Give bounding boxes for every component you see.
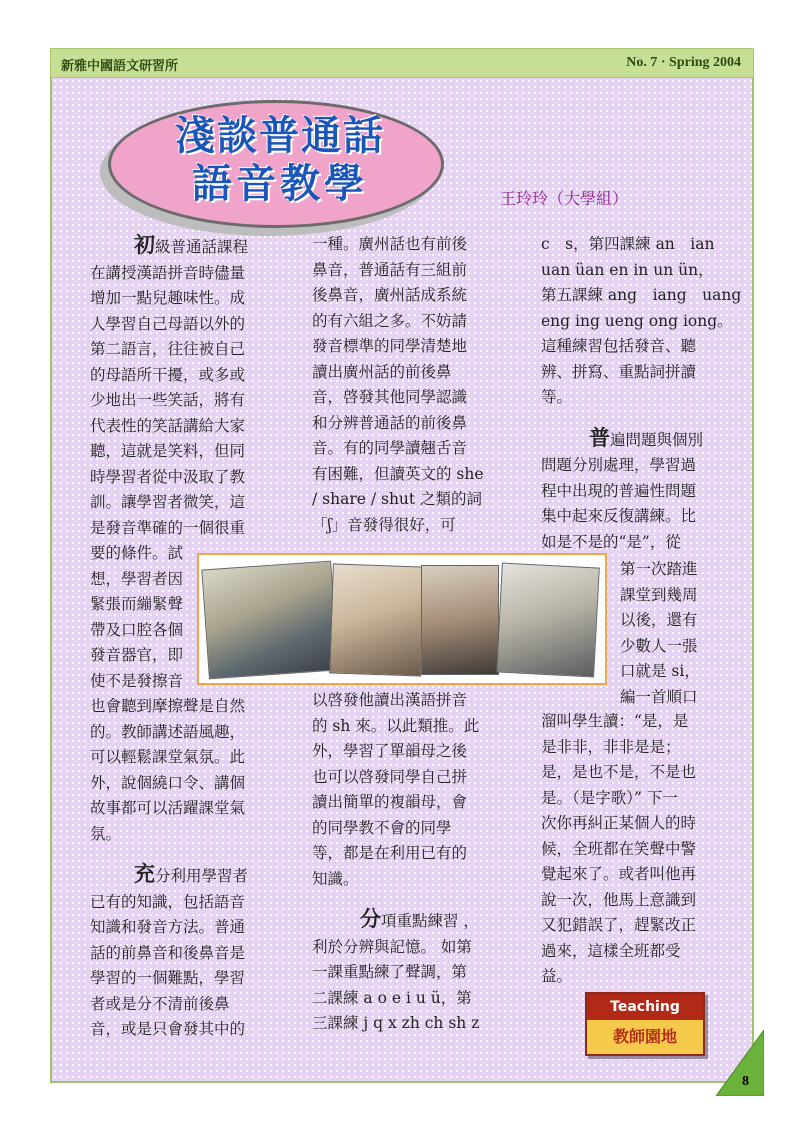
drop-cap: 初 (134, 232, 155, 257)
column-3-bottom (541, 709, 714, 990)
drop-cap: 分 (360, 906, 381, 931)
text-line: 也可以啓發同學自己拼 (312, 767, 468, 786)
text-line: 訓。讓學習者微笑，這 (90, 493, 246, 511)
text-line: 程中出現的普遍性問題 (541, 481, 697, 500)
text-line: 的有六組之多。不妨請 (312, 311, 468, 330)
text-line: 益。 (541, 967, 573, 985)
text-line: 讀出簡單的複韻母，會 (312, 793, 468, 811)
text-line: 話的前鼻音和後鼻音是 (90, 943, 246, 962)
section-badge (585, 992, 705, 1056)
text-line: 人學習自己母語以外的 (90, 314, 246, 333)
col2-paragraph-1-cont (312, 688, 488, 892)
text-line: 候，全班都在笑聲中警 (541, 839, 697, 858)
text-line: 第二語言，往往被自己 (90, 340, 246, 358)
text-line: 過來，這樣全班都受 (541, 941, 681, 960)
text-line: 已有的知識，包括語音 (90, 892, 246, 911)
classroom-photo-4 (496, 563, 600, 678)
text-line: 這種練習包括發音、聽 (541, 337, 697, 355)
text-line: eng ing ueng ong iong。 (541, 311, 733, 330)
text-line: 在講授漢語拼音時儘量 (90, 263, 246, 282)
col3-paragraph-2 (541, 425, 714, 556)
text-line: 一課重點練了聲調，第 (312, 963, 468, 981)
badge-english: Teaching (587, 994, 703, 1020)
text-line: 知識。 (312, 869, 359, 888)
text-line: 「ʃ」音發得很好，可 (312, 515, 456, 534)
text-line: 以後，還有 (620, 611, 698, 629)
text-line: 二課練 a o e i u ü，第 (312, 988, 472, 1007)
column-2-top (312, 232, 488, 538)
column-2-bottom (312, 688, 488, 1037)
col1-paragraph-2 (90, 861, 258, 1043)
text-line: 的 sh 來。以此類推。此 (312, 716, 480, 735)
text-line: 的母語所干擾，或多或 (90, 365, 246, 384)
col2-paragraph-2 (312, 906, 488, 1037)
title-line-1: 淺談普通話 (175, 112, 385, 159)
text-line: c s，第四課練 an ian (541, 235, 715, 253)
text-line-rest: 分利用學習者 (155, 867, 249, 885)
text-line: 鼻音，普通話有三組前 (312, 260, 468, 279)
text-line: 外，說個繞口令、講個 (90, 773, 246, 792)
text-line: 和分辨普通話的前後鼻 (312, 413, 468, 432)
badge-chinese: 教師園地 (587, 1020, 703, 1054)
text-line: 少地出一些笑話，將有 (90, 391, 246, 409)
text-line: 氛。 (90, 824, 122, 843)
text-line: 可以輕鬆課堂氣氛。此 (90, 748, 246, 766)
text-line: 增加一點兒趣味性。成 (90, 289, 246, 307)
text-line: 少數人一張 (620, 636, 698, 655)
text-line: 問題分別處理，學習過 (541, 456, 697, 474)
text-line: 如是不是的“是”，從 (541, 532, 681, 551)
classroom-photo-1 (201, 561, 338, 680)
text-line: 帶及口腔各個 (90, 620, 184, 639)
text-line: 音。有的同學讀翹舌音 (312, 439, 468, 457)
text-line: 是發音準確的一個很重 (90, 518, 246, 537)
text-line: 想，學習者因 (90, 569, 184, 588)
col3-wrap-around-text (620, 557, 714, 710)
text-line: 知識和發音方法。普通 (90, 918, 246, 936)
text-line (312, 906, 488, 935)
text-line: 學習的一個難點，學習 (90, 969, 246, 987)
text-line: 聽，這就是笑料，但同 (90, 442, 246, 460)
text-line: 辨、拼寫、重點詞拼讀 (541, 362, 697, 381)
text-line: 一種。廣州話也有前後 (312, 235, 468, 253)
text-line: 發音器官，即 (90, 646, 184, 664)
text-line: 緊張而繃緊聲 (90, 595, 184, 613)
text-line: 利於分辨與記憶。 如第 (312, 937, 472, 956)
column-3 (541, 232, 742, 555)
text-line: 等。 (541, 388, 573, 406)
text-line-rest: 級普通話課程 (155, 238, 249, 256)
text-line: 音，啓發其他同學認識 (312, 388, 468, 406)
text-line: 使不是發擦音 (90, 671, 184, 690)
text-line: 三課練 j q x zh ch sh z (312, 1014, 480, 1032)
col3-paragraph-1 (541, 232, 742, 411)
text-line-rest: 遍問題與個別 (610, 430, 704, 449)
page-header (50, 48, 754, 78)
page-corner-triangle (716, 1030, 764, 1096)
text-line: 編一首順口 (620, 687, 698, 706)
text-line: 集中起來反復講練。比 (541, 507, 697, 525)
text-line (90, 861, 258, 890)
text-line: 的同學教不會的同學 (312, 818, 452, 837)
text-line: 有困難，但讀英文的 she (312, 464, 484, 483)
text-line: 外，學習了單韻母之後 (312, 742, 468, 760)
text-line: 覺起來了。或者叫他再 (541, 865, 697, 883)
text-line: 口就是 si， (620, 662, 700, 680)
text-line: 音，或是只會發其中的 (90, 1020, 246, 1038)
classroom-photo-collage (197, 553, 607, 685)
text-line: 時學習者從中汲取了教 (90, 467, 246, 486)
text-line: / share / shut 之類的詞 (312, 490, 483, 508)
text-line: 發音標準的同學清楚地 (312, 337, 468, 355)
text-line: 是非非，非非是是； (541, 737, 681, 756)
author-byline: 王玲玲（大學組） (500, 189, 629, 208)
page-number: 8 (742, 1074, 749, 1089)
text-line: 故事都可以活躍課堂氣 (90, 799, 246, 817)
text-line: 課堂到幾周 (620, 585, 698, 604)
text-line: 次你再糾正某個人的時 (541, 814, 697, 832)
text-line-rest: 項重點練習 ， (381, 912, 479, 930)
title-line-2: 語音教學 (192, 160, 368, 207)
text-line: uan üan en in un ün， (541, 260, 714, 279)
text-line: 者或是分不清前後鼻 (90, 994, 230, 1013)
text-line: 又犯錯誤了，趕緊改正 (541, 916, 697, 934)
text-line: 溜叫學生讀：“是，是 (541, 712, 689, 730)
classroom-photo-3 (421, 565, 499, 675)
drop-cap: 普 (589, 424, 610, 450)
text-line: 後鼻音，廣州話成系統 (312, 286, 468, 304)
text-line: 讀出廣州話的前後鼻 (312, 362, 452, 381)
article-title (150, 112, 410, 208)
column-3-narrow (620, 557, 714, 710)
text-line (541, 425, 714, 454)
text-line: 等，都是在利用已有的 (312, 844, 468, 862)
org-name: 新雅中國語文研習所 (61, 59, 179, 74)
classroom-photo-2 (329, 563, 425, 676)
col3-paragraph-2-cont (541, 709, 714, 990)
text-line: 的。教師講述語風趣， (90, 722, 246, 741)
text-line: 是，是也不是，不是也 (541, 763, 697, 781)
text-line: 第五課練 ang iang uang (541, 286, 742, 304)
text-line: 也會聽到摩擦聲是自然 (90, 697, 246, 715)
text-line: 是。（是字歌）” 下一 (541, 788, 678, 807)
text-line: 說一次，他馬上意識到 (541, 890, 697, 909)
text-line: 第一次踏進 (620, 560, 698, 578)
drop-cap: 充 (134, 861, 155, 886)
col1-paragraph-1 (90, 232, 258, 847)
text-line (90, 232, 258, 261)
text-line: 以啓發他讀出漢語拼音 (312, 691, 468, 709)
text-line: 代表性的笑話講給大家 (90, 416, 246, 435)
issue-label: No. 7 · Spring 2004 (626, 55, 741, 70)
text-line: 要的條件。試 (90, 544, 184, 562)
col2-paragraph-1 (312, 232, 488, 538)
